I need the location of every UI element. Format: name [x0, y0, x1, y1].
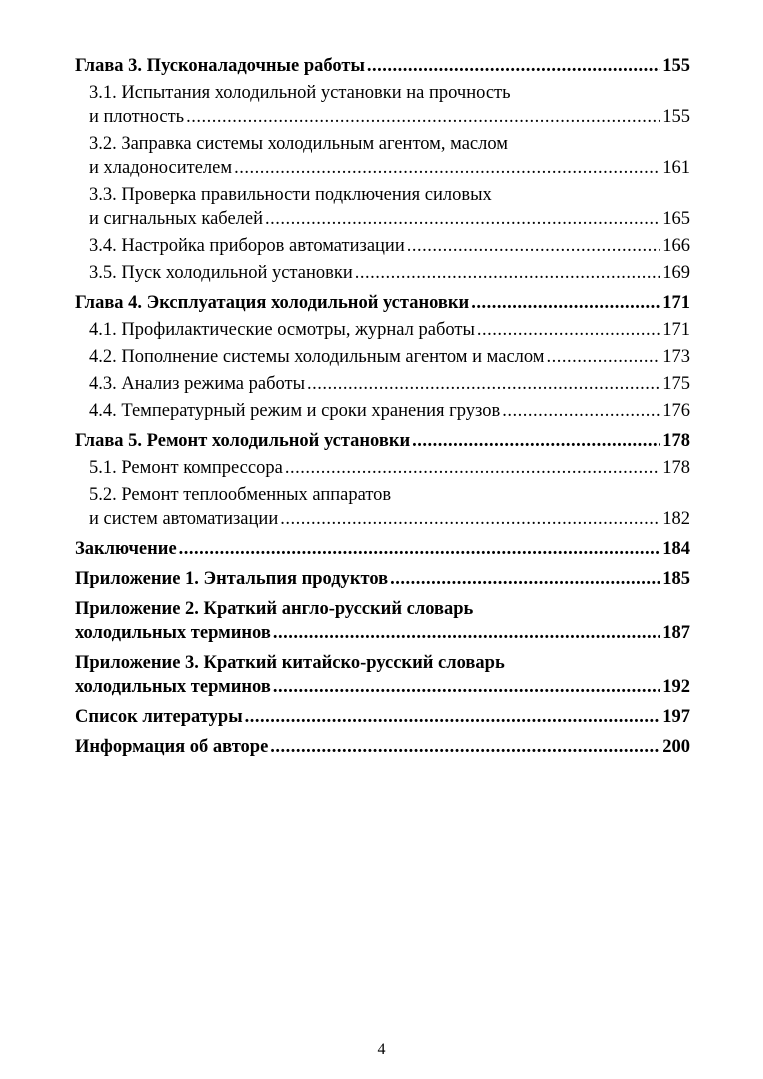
dot-leader	[186, 105, 660, 129]
toc-section-entry	[75, 234, 690, 258]
dot-leader	[471, 291, 660, 315]
dot-leader	[273, 621, 660, 645]
toc-chapter-entry	[75, 54, 690, 78]
toc-page-number: 155	[662, 107, 690, 127]
dot-leader	[273, 675, 660, 699]
toc-section-entry	[75, 456, 690, 480]
toc-page-number: 155	[662, 56, 690, 76]
toc-entry-title: холодильных терминов	[75, 677, 271, 697]
toc-entry-title: 4.4. Температурный режим и сроки хранения грузов	[89, 401, 501, 421]
table-of-contents	[75, 54, 690, 759]
toc-chapter-entry	[75, 429, 690, 453]
toc-entry-title: Приложение 1. Энтальпия продуктов	[75, 569, 389, 589]
toc-entry-title: Заключение	[75, 539, 177, 559]
toc-entry-row	[75, 537, 690, 561]
toc-page-number: 184	[662, 539, 690, 559]
toc-entry-row	[75, 567, 690, 591]
toc-page-number: 165	[662, 209, 690, 229]
dot-leader	[280, 507, 660, 531]
toc-entry-title: и сигнальных кабелей	[89, 209, 264, 229]
toc-section-entry	[75, 372, 690, 396]
toc-entry-row	[89, 372, 690, 396]
toc-entry-row	[89, 156, 690, 180]
toc-page-number: 178	[662, 431, 690, 451]
toc-entry-title: Глава 5. Ремонт холодильной установки	[75, 431, 411, 451]
toc-entry-row	[89, 234, 690, 258]
dot-leader	[502, 399, 660, 423]
toc-section-entry	[75, 183, 690, 231]
toc-entry-row	[75, 705, 690, 729]
toc-page-number: 200	[662, 737, 690, 757]
toc-page-number: 178	[662, 458, 690, 478]
toc-page-number: 187	[662, 623, 690, 643]
dot-leader	[234, 156, 660, 180]
toc-page-number: 166	[662, 236, 690, 256]
toc-entry-title: и плотность	[89, 107, 185, 127]
toc-page-number: 169	[662, 263, 690, 283]
toc-entry-row	[75, 291, 690, 315]
toc-entry-row	[89, 207, 690, 231]
toc-entry-title-line: 3.2. Заправка системы холодильным агентом, маслом	[89, 134, 508, 154]
dot-leader	[367, 54, 660, 78]
dot-leader	[412, 429, 660, 453]
page-number: 4	[377, 1041, 386, 1058]
toc-chapter-entry	[75, 705, 690, 729]
toc-section-entry	[75, 318, 690, 342]
toc-section-entry	[75, 261, 690, 285]
toc-page-number: 171	[662, 293, 690, 313]
dot-leader	[245, 705, 661, 729]
toc-entry-row	[89, 345, 690, 369]
toc-entry-title: 4.1. Профилактические осмотры, журнал работы	[89, 320, 475, 340]
toc-entry-row	[89, 105, 690, 129]
toc-entry-row	[89, 318, 690, 342]
toc-entry-title-line: 3.1. Испытания холодильной установки на прочность	[89, 83, 511, 103]
toc-entry-title-line: 3.3. Проверка правильности подключения силовых	[89, 185, 492, 205]
toc-entry-row	[75, 54, 690, 78]
dot-leader	[407, 234, 661, 258]
toc-page-number: 192	[662, 677, 690, 697]
dot-leader	[285, 456, 660, 480]
toc-chapter-entry	[75, 735, 690, 759]
toc-section-entry	[75, 483, 690, 531]
toc-entry-title: и систем автоматизации	[89, 509, 279, 529]
toc-entry-row	[89, 507, 690, 531]
toc-entry-row	[89, 261, 690, 285]
toc-page-number: 173	[662, 347, 690, 367]
toc-entry-row	[75, 675, 690, 699]
toc-entry-title: 5.1. Ремонт компрессора	[89, 458, 283, 478]
toc-chapter-entry	[75, 567, 690, 591]
toc-chapter-entry	[75, 651, 690, 699]
toc-entry-title: холодильных терминов	[75, 623, 271, 643]
dot-leader	[390, 567, 660, 591]
dot-leader	[265, 207, 660, 231]
toc-chapter-entry	[75, 291, 690, 315]
toc-page-number: 171	[662, 320, 690, 340]
toc-entry-row	[75, 735, 690, 759]
toc-page-number: 182	[662, 509, 690, 529]
dot-leader	[355, 261, 661, 285]
toc-entry-title: 4.3. Анализ режима работы	[89, 374, 306, 394]
toc-chapter-entry	[75, 597, 690, 645]
toc-entry-row	[75, 429, 690, 453]
toc-entry-title-line: Приложение 3. Краткий китайско-русский словарь	[75, 653, 505, 673]
toc-entry-title-line: Приложение 2. Краткий англо-русский словарь	[75, 599, 474, 619]
dot-leader	[477, 318, 660, 342]
toc-section-entry	[75, 132, 690, 180]
toc-entry-title: Глава 4. Эксплуатация холодильной установки	[75, 293, 470, 313]
toc-entry-row	[89, 456, 690, 480]
toc-chapter-entry	[75, 537, 690, 561]
toc-section-entry	[75, 81, 690, 129]
toc-entry-title-line: 5.2. Ремонт теплообменных аппаратов	[89, 485, 392, 505]
toc-entry-row	[89, 399, 690, 423]
toc-page-number: 185	[662, 569, 690, 589]
toc-page-number: 176	[662, 401, 690, 421]
dot-leader	[547, 345, 661, 369]
toc-page-number: 161	[662, 158, 690, 178]
toc-entry-title: Информация об авторе	[75, 737, 269, 757]
toc-entry-title: и хладоносителем	[89, 158, 233, 178]
toc-section-entry	[75, 399, 690, 423]
toc-entry-title: 4.2. Пополнение системы холодильным агентом и маслом	[89, 347, 545, 367]
toc-page-number: 197	[662, 707, 690, 727]
toc-section-entry	[75, 345, 690, 369]
toc-entry-title: 3.5. Пуск холодильной установки	[89, 263, 353, 283]
dot-leader	[270, 735, 660, 759]
toc-page-number: 175	[662, 374, 690, 394]
toc-entry-title: 3.4. Настройка приборов автоматизации	[89, 236, 405, 256]
toc-entry-row	[75, 621, 690, 645]
dot-leader	[179, 537, 661, 561]
toc-entry-title: Список литературы	[75, 707, 243, 727]
toc-entry-title: Глава 3. Пусконаладочные работы	[75, 56, 365, 76]
dot-leader	[307, 372, 660, 396]
